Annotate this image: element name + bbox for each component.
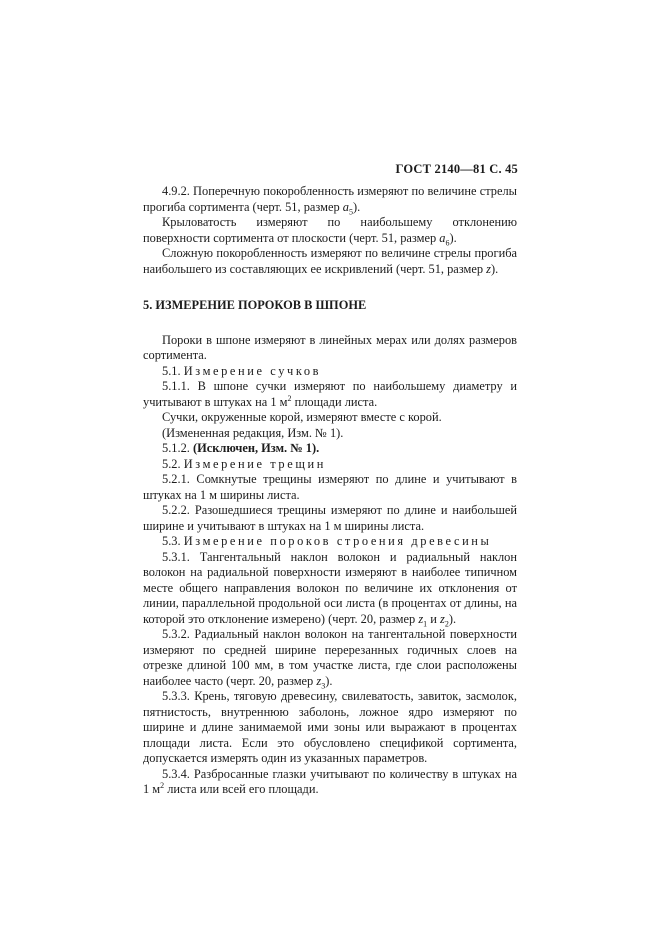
paragraph-text: ). — [352, 199, 361, 214]
paragraph-5-1-1 — [143, 379, 517, 410]
paragraph-5-3-3: 5.3.3. Крень, тяговую древесину, свилеватость, завиток, засмолок, пятнистость, внутреннюю заболонь, ложное ядро измеряют по ширине и длине занимаемой ими зоны или выражают в процентах площади листа. Если это обусловлено спецификой сортимента, допускается измерять один из указанных параметров. — [143, 689, 517, 765]
subsection-5-2 — [143, 457, 517, 473]
variable: a — [342, 199, 349, 214]
paragraph-text: 4.9.2. Поперечную покоробленность измеряют по величине стрелы прогиба сортимента (черт. 51, размер — [143, 184, 517, 214]
subsection-5-3 — [143, 534, 517, 550]
paragraph-text: площади листа. — [291, 394, 378, 409]
paragraph-5-2-2: 5.2.2. Разошедшиеся трещины измеряют по длине и наибольшей ширине и учитывают в штуках на 1 м ширины листа. — [143, 503, 517, 533]
paragraph-5-1-2 — [143, 441, 517, 457]
paragraph-text: 5.3.4. Разбросанные глазки учитывают по количеству в штуках на 1 м — [143, 766, 517, 796]
subsection-title: Измерение пороков строения древесины — [183, 534, 492, 548]
paragraph-text: ). — [449, 230, 457, 245]
paragraph-5-3-1 — [143, 550, 517, 628]
variable: a — [439, 230, 446, 245]
subsection-title: Измерение сучков — [183, 363, 322, 378]
paragraph-text: ). — [490, 261, 499, 276]
paragraph-text: 5.3.1. Тангентальный наклон волокон и радиальный наклон волокон на радиальной поверхности измеряют в наиболее типичном месте общего направления волокон по величине их отклонения от линии, параллельной продольной оси листа (в процентах от длины, на которой это отклонение измерено) (черт. 20, размер — [143, 549, 517, 626]
paragraph-intro: Пороки в шпоне измеряют в линейных мерах или долях размеров сортимента. — [143, 332, 517, 362]
document-body — [143, 184, 517, 798]
subscript: 3 — [321, 680, 326, 690]
paragraph-text: Крыловатость измеряют по наибольшему отклонению поверхности сортимента от плоскости (черт. 51, размер — [143, 215, 517, 245]
paragraph-text: 5.1.1. В шпоне сучки измеряют по наибольшему диаметру и учитывают в штуках на 1 м — [143, 379, 517, 409]
subsection-5-1 — [143, 364, 517, 380]
variable: z — [439, 611, 445, 626]
subsection-number: 5.3. — [162, 534, 181, 548]
paragraph-text: и — [427, 611, 440, 626]
subsection-number: 5.1.2. — [162, 441, 190, 455]
paragraph-complex-warp — [143, 246, 517, 277]
paragraph-text: листа или всей его площади. — [164, 782, 319, 796]
paragraph-warp-twist — [143, 215, 517, 246]
paragraph-amendment-note: (Измененная редакция, Изм. № 1). — [162, 425, 344, 440]
subscript: 2 — [444, 618, 449, 628]
paragraph-text: ). — [448, 611, 457, 626]
page-header: ГОСТ 2140—81 С. 45 — [395, 162, 518, 176]
paragraph-5-3-2 — [143, 627, 517, 689]
subscript: 5 — [348, 206, 353, 216]
variable: z — [418, 611, 424, 626]
paragraph-text: ). — [325, 673, 333, 688]
subscript: 6 — [445, 237, 450, 247]
subscript: 1 — [423, 618, 428, 628]
paragraph-knots-bark: Сучки, окруженные корой, измеряют вместе с корой. — [162, 410, 442, 424]
subsection-number: 5.1. — [162, 363, 181, 378]
paragraph-text: Сложную покоробленность измеряют по величине стрелы прогиба наибольшего из составляющих ее искривлений (черт. 51, размер — [143, 246, 517, 276]
subsection-number: 5.2. — [162, 456, 181, 471]
paragraph-5-2-1: 5.2.1. Сомкнутые трещины измеряют по длине и учитывают в штуках на 1 м ширины листа. — [143, 472, 517, 502]
paragraph-4-9-2 — [143, 184, 517, 215]
section-title: 5. ИЗМЕРЕНИЕ ПОРОКОВ В ШПОНЕ — [143, 298, 367, 312]
superscript: 2 — [160, 780, 165, 790]
excluded-note: (Исключен, Изм. № 1). — [193, 441, 320, 455]
paragraph-5-3-4 — [143, 767, 517, 798]
variable: z — [486, 261, 491, 276]
paragraph-text: 5.3.2. Радиальный наклон волокон на тангентальной поверхности измеряют по средней ширине перерезанных годичных слоев на отрезке длиной 100 мм, в том участке листа, где слои расположены наиболее часто (черт. 20, размер — [143, 627, 517, 688]
variable: z — [316, 673, 322, 688]
subsection-title: Измерение трещин — [183, 456, 326, 471]
superscript: 2 — [287, 393, 292, 403]
